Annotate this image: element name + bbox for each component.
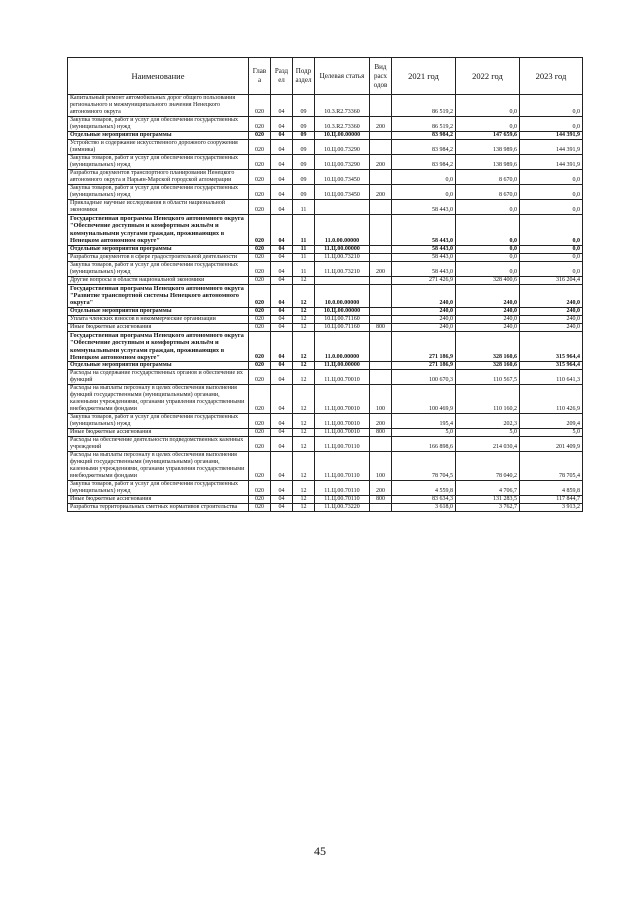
row-stat: 10.3.R2.73360 [315,95,370,117]
row-2021: 58 443,0 [392,253,456,261]
row-name: Разработка документов в сфере градостроительной деятельности [68,253,249,261]
table-body [68,95,583,512]
row-glava: 020 [249,95,271,117]
row-2022: 240,0 [456,323,520,331]
row-2022: 4 706,7 [456,481,520,496]
row-glava: 020 [249,414,271,429]
row-podrazdel: 12 [293,385,315,414]
row-2021: 83 984,2 [392,132,456,140]
row-glava: 020 [249,307,271,315]
row-razdel: 04 [271,95,293,117]
row-2022: 131 283,5 [456,496,520,504]
row-razdel: 04 [271,504,293,512]
row-podrazdel: 12 [293,315,315,323]
row-stat: 11.Ц.00.70110 [315,481,370,496]
row-2022: 0,0 [456,200,520,215]
row-vid [370,307,392,315]
row-vid: 200 [370,481,392,496]
row-glava: 020 [249,323,271,331]
row-2023: 0,0 [520,95,583,117]
row-2021: 5,0 [392,429,456,437]
row-2022: 138 989,6 [456,140,520,155]
row-2023: 316 204,4 [520,276,583,284]
row-glava: 020 [249,185,271,200]
row-podrazdel: 12 [293,429,315,437]
row-name: Устройство и содержание искусственного дорожного сооружения (зимника) [68,140,249,155]
row-razdel: 04 [271,315,293,323]
row-vid: 100 [370,452,392,481]
row-vid: 100 [370,385,392,414]
row-glava: 020 [249,170,271,185]
table-row [68,117,583,132]
row-vid: 800 [370,429,392,437]
row-stat: 10.Ц.00.73450 [315,185,370,200]
page-number: 45 [314,844,326,858]
row-2021: 4 559,8 [392,481,456,496]
row-vid [370,253,392,261]
row-glava: 020 [249,276,271,284]
table-row [68,261,583,276]
row-2023: 144 391,9 [520,140,583,155]
row-stat: 11.Ц.00.70010 [315,385,370,414]
row-podrazdel: 12 [293,481,315,496]
row-2021: 240,0 [392,284,456,307]
row-2022: 0,0 [456,95,520,117]
row-vid [370,331,392,362]
row-2023: 110 426,9 [520,385,583,414]
table-row [68,284,583,307]
table-row [68,504,583,512]
row-name: Другие вопросы в области национальной экономики [68,276,249,284]
row-name: Закупка товаров, работ и услуг для обеспечения государственных (муниципальных) нужд [68,481,249,496]
row-vid [370,276,392,284]
row-2022: 3 762,7 [456,504,520,512]
row-glava: 020 [249,504,271,512]
table-row [68,276,583,284]
row-vid [370,170,392,185]
row-vid [370,140,392,155]
row-stat [315,200,370,215]
row-2021: 58 443,0 [392,215,456,246]
row-2021: 0,0 [392,185,456,200]
row-glava: 020 [249,117,271,132]
row-2021: 100 670,3 [392,370,456,385]
table-row [68,452,583,481]
row-2022: 240,0 [456,315,520,323]
row-name: Закупка товаров, работ и услуг для обеспечения государственных (муниципальных) нужд [68,117,249,132]
table-row [68,496,583,504]
row-glava: 020 [249,496,271,504]
table-row [68,414,583,429]
row-name: Уплата членских взносов в некоммерческие организации [68,315,249,323]
row-glava: 020 [249,140,271,155]
row-razdel: 04 [271,481,293,496]
row-2021: 195,4 [392,414,456,429]
row-2022: 0,0 [456,253,520,261]
table-row [68,215,583,246]
row-vid: 200 [370,261,392,276]
row-razdel: 04 [271,253,293,261]
row-2023: 240,0 [520,323,583,331]
row-2021: 271 186,9 [392,362,456,370]
row-glava: 020 [249,245,271,253]
row-2023: 240,0 [520,284,583,307]
row-2023: 117 844,7 [520,496,583,504]
row-2023: 0,0 [520,170,583,185]
row-vid [370,132,392,140]
table-row [68,481,583,496]
row-2021: 271 186,9 [392,331,456,362]
row-2022: 78 040,2 [456,452,520,481]
row-glava: 020 [249,215,271,246]
row-vid [370,362,392,370]
col-razdel: Разд ел [271,58,293,95]
table-row [68,245,583,253]
row-glava: 020 [249,370,271,385]
row-2021: 83 984,2 [392,140,456,155]
row-2023: 0,0 [520,253,583,261]
table-row [68,140,583,155]
row-stat: 11.Ц.00.70010 [315,370,370,385]
row-2021: 78 704,5 [392,452,456,481]
row-stat: 10.Ц.00.73290 [315,155,370,170]
row-podrazdel: 12 [293,452,315,481]
row-razdel: 04 [271,200,293,215]
row-razdel: 04 [271,414,293,429]
row-stat: 11.Ц.00.73220 [315,504,370,512]
row-name: Разработка территориальных сметных нормативов строительства [68,504,249,512]
row-2023: 201 409,9 [520,437,583,452]
row-razdel: 04 [271,370,293,385]
row-vid: 200 [370,117,392,132]
row-2022: 0,0 [456,215,520,246]
row-2022: 8 670,0 [456,170,520,185]
row-2021: 86 519,2 [392,95,456,117]
row-2023: 0,0 [520,245,583,253]
row-razdel: 04 [271,362,293,370]
row-stat: 11.Ц.00.70110 [315,437,370,452]
row-name: Отдельные мероприятия программы [68,132,249,140]
row-glava: 020 [249,284,271,307]
row-2023: 144 391,9 [520,132,583,140]
row-2022: 147 659,6 [456,132,520,140]
row-stat [315,276,370,284]
row-2021: 83 984,2 [392,155,456,170]
row-podrazdel: 12 [293,370,315,385]
row-2022: 202,3 [456,414,520,429]
row-2023: 209,4 [520,414,583,429]
row-name: Расходы на выплаты персоналу в целях обеспечения выполнения функций государственными (муниципальными) органами, казенными учреждениями, органами управления государственными внебюджетными фондами [68,385,249,414]
row-2022: 110 567,5 [456,370,520,385]
row-vid [370,315,392,323]
table-row [68,315,583,323]
row-vid: 200 [370,414,392,429]
row-podrazdel: 11 [293,253,315,261]
row-2021: 58 443,0 [392,200,456,215]
row-razdel: 04 [271,215,293,246]
row-stat: 11.Ц.00.70110 [315,452,370,481]
row-glava: 020 [249,155,271,170]
row-vid [370,215,392,246]
row-razdel: 04 [271,155,293,170]
row-podrazdel: 09 [293,117,315,132]
row-2022: 214 030,4 [456,437,520,452]
col-2021: 2021 год [392,58,456,95]
row-stat: 10.Ц.00.71160 [315,323,370,331]
row-name: Закупка товаров, работ и услуг для обеспечения государственных (муниципальных) нужд [68,261,249,276]
row-2021: 240,0 [392,315,456,323]
row-2022: 328 400,6 [456,276,520,284]
row-glava: 020 [249,385,271,414]
row-2023: 0,0 [520,117,583,132]
col-stat: Целевая статья [315,58,370,95]
row-razdel: 04 [271,117,293,132]
row-stat: 10.Ц.00.00000 [315,132,370,140]
row-name: Закупка товаров, работ и услуг для обеспечения государственных (муниципальных) нужд [68,185,249,200]
row-2022: 0,0 [456,261,520,276]
row-2022: 0,0 [456,245,520,253]
row-name: Закупка товаров, работ и услуг для обеспечения государственных (муниципальных) нужд [68,155,249,170]
row-razdel: 04 [271,276,293,284]
row-2021: 240,0 [392,323,456,331]
row-name: Капитальный ремонт автомобильных дорог общего пользования регионального и межмуниципального значения Ненецкого автономного округа [68,95,249,117]
table-row [68,253,583,261]
row-podrazdel: 09 [293,155,315,170]
row-2022: 240,0 [456,307,520,315]
row-vid: 800 [370,323,392,331]
row-vid [370,284,392,307]
table-row [68,370,583,385]
row-2021: 58 443,0 [392,245,456,253]
table-row [68,331,583,362]
table-row [68,95,583,117]
row-stat: 10.3.R2.73360 [315,117,370,132]
row-2022: 8 670,0 [456,185,520,200]
row-vid: 200 [370,155,392,170]
row-stat: 11.0.00.00000 [315,331,370,362]
row-2023: 315 964,4 [520,362,583,370]
row-razdel: 04 [271,170,293,185]
row-stat: 11.Ц.00.73210 [315,261,370,276]
row-name: Иные бюджетные ассигнования [68,429,249,437]
table-row [68,132,583,140]
row-stat: 10.Ц.00.71160 [315,315,370,323]
table-row [68,307,583,315]
table-row [68,429,583,437]
row-podrazdel: 12 [293,276,315,284]
col-glava: Глав а [249,58,271,95]
row-name: Государственная программа Ненецкого автономного округа "Обеспечение доступным и комфортным жильём и коммунальными услугами граждан, проживающих в Ненецком автономном округе" [68,331,249,362]
row-2023: 240,0 [520,315,583,323]
row-2023: 144 391,9 [520,155,583,170]
row-name: Иные бюджетные ассигнования [68,323,249,331]
row-podrazdel: 11 [293,215,315,246]
row-2021: 100 469,9 [392,385,456,414]
row-podrazdel: 12 [293,414,315,429]
row-podrazdel: 09 [293,170,315,185]
row-2023: 78 705,4 [520,452,583,481]
row-glava: 020 [249,253,271,261]
row-glava: 020 [249,331,271,362]
row-name: Прикладные научные исследования в области национальной экономики [68,200,249,215]
row-podrazdel: 09 [293,95,315,117]
row-razdel: 04 [271,185,293,200]
row-name: Отдельные мероприятия программы [68,362,249,370]
row-razdel: 04 [271,323,293,331]
row-vid [370,370,392,385]
row-vid: 200 [370,185,392,200]
row-podrazdel: 11 [293,200,315,215]
row-stat: 11.Ц.00.70010 [315,429,370,437]
row-razdel: 04 [271,437,293,452]
row-vid [370,437,392,452]
row-razdel: 04 [271,284,293,307]
row-stat: 10.Ц.00.73290 [315,140,370,155]
row-2023: 0,0 [520,185,583,200]
row-razdel: 04 [271,385,293,414]
row-2023: 3 913,2 [520,504,583,512]
row-2021: 271 426,9 [392,276,456,284]
row-glava: 020 [249,429,271,437]
row-glava: 020 [249,481,271,496]
row-name: Расходы на обеспечение деятельности подведомственных казенных учреждений [68,437,249,452]
row-glava: 020 [249,452,271,481]
row-podrazdel: 12 [293,323,315,331]
row-stat: 11.Ц.00.70010 [315,414,370,429]
row-stat: 10.Ц.00.73450 [315,170,370,185]
row-2023: 240,0 [520,307,583,315]
row-2023: 0,0 [520,261,583,276]
table-row [68,385,583,414]
row-2023: 5,0 [520,429,583,437]
row-2023: 0,0 [520,200,583,215]
row-2022: 240,0 [456,284,520,307]
row-podrazdel: 11 [293,261,315,276]
row-podrazdel: 12 [293,284,315,307]
row-stat: 10.Ц.00.00000 [315,307,370,315]
row-2023: 0,0 [520,215,583,246]
row-vid [370,95,392,117]
row-2023: 315 964,4 [520,331,583,362]
row-glava: 020 [249,261,271,276]
row-vid: 800 [370,496,392,504]
row-name: Отдельные мероприятия программы [68,307,249,315]
row-2021: 240,0 [392,307,456,315]
row-glava: 020 [249,132,271,140]
row-2023: 110 641,3 [520,370,583,385]
row-name: Иные бюджетные ассигнования [68,496,249,504]
row-razdel: 04 [271,331,293,362]
row-razdel: 04 [271,140,293,155]
table-row [68,323,583,331]
row-razdel: 04 [271,245,293,253]
row-vid [370,245,392,253]
row-stat: 11.0.00.00000 [315,215,370,246]
table-row [68,185,583,200]
col-name: Наименование [68,58,249,95]
row-razdel: 04 [271,132,293,140]
row-stat: 11.Ц.00.73210 [315,253,370,261]
budget-table [67,57,583,512]
row-2022: 110 160,2 [456,385,520,414]
row-name: Расходы на содержание государственных органов и обеспечение их функций [68,370,249,385]
row-podrazdel: 12 [293,307,315,315]
row-vid [370,200,392,215]
row-2021: 58 443,0 [392,261,456,276]
row-2021: 83 634,3 [392,496,456,504]
row-razdel: 04 [271,452,293,481]
row-podrazdel: 12 [293,437,315,452]
table-row [68,170,583,185]
row-glava: 020 [249,200,271,215]
row-name: Расходы на выплаты персоналу в целях обеспечения выполнения функций государственными (муниципальными) органами, казенными учреждениями, органами управления государственными внебюджетными фондами [68,452,249,481]
table-row [68,200,583,215]
col-2022: 2022 год [456,58,520,95]
row-podrazdel: 09 [293,185,315,200]
row-vid [370,504,392,512]
row-name: Государственная программа Ненецкого автономного округа "Обеспечение доступным и комфортным жильём и коммунальными услугами граждан, проживающих в Ненецком автономном округе" [68,215,249,246]
row-razdel: 04 [271,429,293,437]
row-2022: 0,0 [456,117,520,132]
row-razdel: 04 [271,496,293,504]
row-glava: 020 [249,437,271,452]
row-2021: 0,0 [392,170,456,185]
row-2021: 3 618,0 [392,504,456,512]
row-2022: 138 989,6 [456,155,520,170]
row-2022: 328 160,6 [456,331,520,362]
row-stat: 10.0.00.00000 [315,284,370,307]
row-razdel: 04 [271,261,293,276]
col-vid: Вид расх одов [370,58,392,95]
row-stat: 11.Ц.00.00000 [315,362,370,370]
row-2021: 166 898,6 [392,437,456,452]
row-name: Разработка документов транспортного планирования Ненецкого автономного округа и Нарьян-Марской городской агломерации [68,170,249,185]
row-podrazdel: 12 [293,331,315,362]
table-row [68,155,583,170]
row-2022: 328 160,6 [456,362,520,370]
table-row [68,437,583,452]
row-name: Отдельные мероприятия программы [68,245,249,253]
row-name: Государственная программа Ненецкого автономного округа "Развитие транспортной системы Ненецкого автономного округа" [68,284,249,307]
row-podrazdel: 09 [293,140,315,155]
row-podrazdel: 12 [293,496,315,504]
row-podrazdel: 09 [293,132,315,140]
header-row [68,58,583,95]
row-podrazdel: 12 [293,362,315,370]
row-podrazdel: 12 [293,504,315,512]
row-razdel: 04 [271,307,293,315]
row-2021: 86 519,2 [392,117,456,132]
row-glava: 020 [249,362,271,370]
col-2023: 2023 год [520,58,583,95]
row-2023: 4 859,8 [520,481,583,496]
row-stat: 11.Ц.00.70110 [315,496,370,504]
row-podrazdel: 11 [293,245,315,253]
col-podrazdel: Подр аздел [293,58,315,95]
row-name: Закупка товаров, работ и услуг для обеспечения государственных (муниципальных) нужд [68,414,249,429]
row-glava: 020 [249,315,271,323]
table-row [68,362,583,370]
row-2022: 5,0 [456,429,520,437]
row-stat: 11.Ц.00.00000 [315,245,370,253]
